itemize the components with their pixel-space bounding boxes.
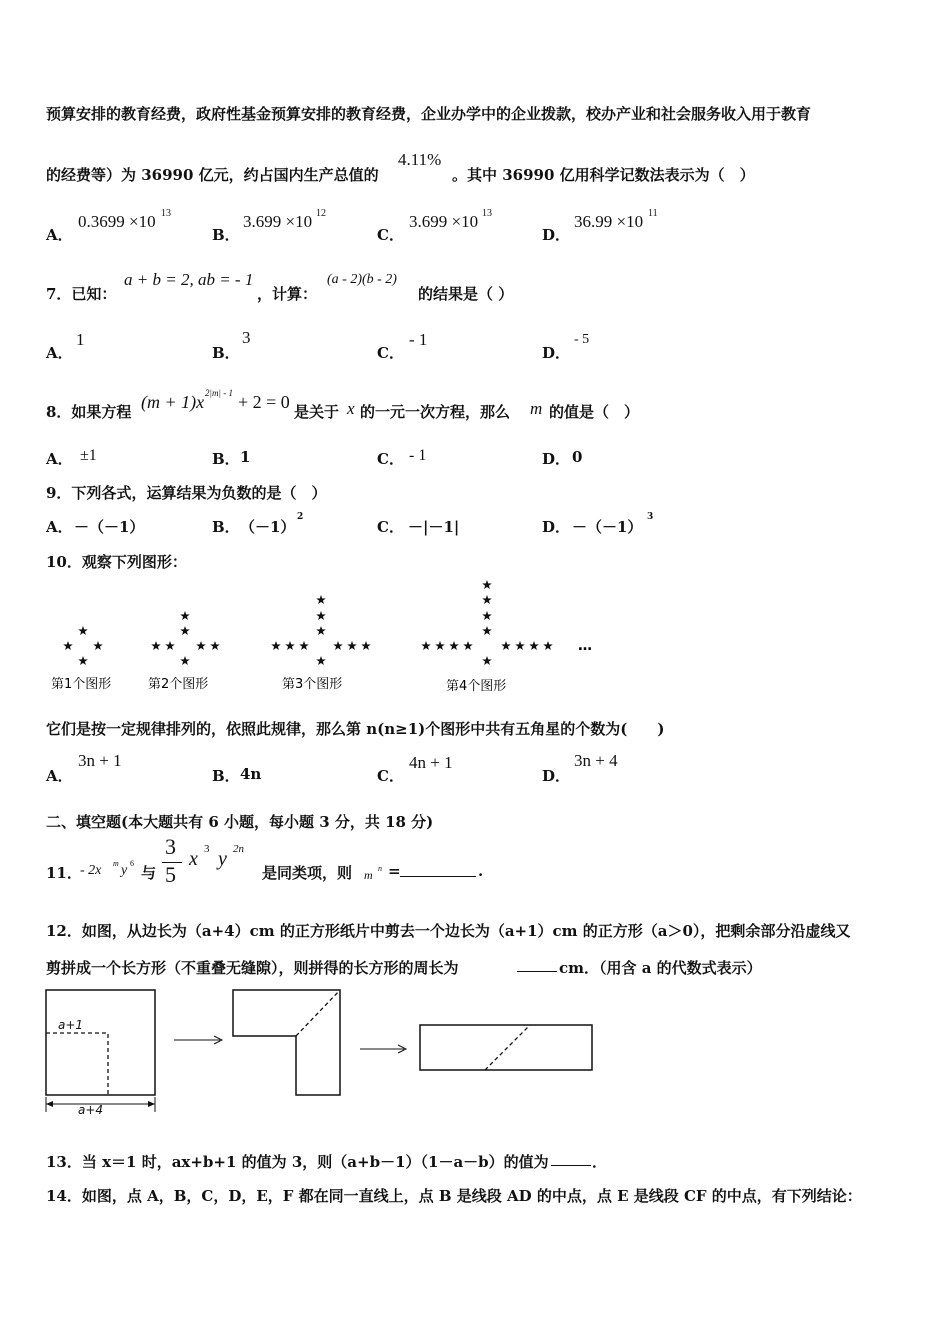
q10-option-a-value: 3n + 1 — [78, 751, 122, 770]
q6-option-c-exp: 13 — [482, 208, 492, 219]
q8-equation-a: (m + 1)x — [141, 392, 205, 412]
q11-conj: 与 — [141, 864, 157, 882]
q6-option-a-expr: 0.3699 ×10 — [78, 212, 156, 231]
q10-option-b-value: 4n — [240, 765, 262, 783]
q7-expression: (a - 2)(b - 2) — [327, 272, 397, 287]
q11-end: . — [478, 862, 484, 880]
q7-condition: a + b = 2, ab = - 1 — [124, 270, 254, 289]
q12-rectangle — [420, 1025, 592, 1070]
q11-term1-6: 6 — [130, 859, 134, 868]
q11-term2-exp: 3 — [204, 843, 210, 855]
q7-number: 7．已知： — [46, 285, 117, 303]
q12-arrow-1 — [174, 1036, 222, 1044]
q12-line1: 12．如图，从边长为（a+4）cm 的正方形纸片中剪去一个边长为（a+1）cm 的正方形（a＞0），把剩余部分沿虚线又 — [46, 922, 851, 940]
q11-mn-m: m — [364, 868, 373, 882]
q9-option-d-label: D． — [542, 518, 571, 536]
q10-option-c-value: 4n + 1 — [409, 753, 453, 772]
q11-number: 11． — [46, 864, 82, 882]
q12-l-shape — [233, 990, 340, 1095]
q13-answer-blank[interactable] — [551, 1151, 591, 1166]
q11-term1: - 2x — [80, 863, 102, 878]
q8-var-x: x — [347, 399, 355, 418]
q8-option-d-value: 0 — [572, 448, 583, 466]
q7-option-d-label: D． — [542, 344, 571, 362]
q11-term1-m: m — [113, 859, 119, 868]
q12-figure — [44, 986, 596, 1120]
q6-option-b-expr: 3.699 ×10 — [243, 212, 313, 231]
q8-equation-b: + 2 = 0 — [238, 392, 290, 412]
q11-answer-blank[interactable] — [400, 862, 476, 877]
q8-mid: 是关于 — [294, 403, 340, 421]
q10-figure-2 — [151, 611, 220, 665]
q8-var-m: m — [530, 399, 543, 418]
q11-eq: = — [388, 862, 401, 880]
q9-option-d-value: －（－1） — [572, 518, 643, 536]
q10-ellipsis: … — [578, 638, 592, 654]
q6-percent: 4.11% — [398, 150, 442, 169]
q7-option-b-value: 3 — [242, 328, 251, 347]
q12-label-a-plus-4: a+4 — [78, 1103, 104, 1117]
q14-stem: 14．如图，点 A，B，C，D，E，F 都在同一直线上，点 B 是线段 AD 的中点，点 E 是线段 CF 的中点，有下列结论： — [46, 1187, 862, 1205]
q10-star-pattern-figure — [46, 578, 606, 698]
q9-option-d-sup: 3 — [647, 512, 654, 522]
q10-figure-1 — [63, 626, 103, 665]
q12-answer-blank[interactable] — [517, 957, 557, 972]
q11-mn-n: n — [378, 864, 382, 873]
q8-equation-exp: 2|m| - 1 — [205, 388, 233, 398]
q11-tail: 是同类项，则 — [262, 864, 353, 882]
q8-option-c-value: - 1 — [409, 447, 427, 464]
q12-original-square — [46, 990, 155, 1117]
q8-option-b-value: 1 — [240, 448, 251, 466]
q10-option-a-label: A． — [46, 767, 73, 785]
q10-figure-3 — [271, 595, 371, 665]
q8-option-c-label: C． — [377, 450, 404, 468]
q12-arrow-2 — [360, 1045, 406, 1053]
q11-frac-den: 5 — [165, 862, 176, 887]
q10-option-d-label: D． — [542, 767, 571, 785]
q11-term1-y: y — [121, 863, 128, 878]
q6-option-b-label: B． — [212, 226, 240, 244]
q6-option-c-expr: 3.699 ×10 — [409, 212, 479, 231]
q13-stem: 13．当 x＝1 时，ax+b+1 的值为 3，则（a+b－1）（1－a－b）的值为 — [46, 1153, 549, 1171]
q8-option-d-label: D． — [542, 450, 571, 468]
q9-option-b-sup: 2 — [297, 512, 304, 522]
q10-option-b-label: B． — [212, 767, 240, 785]
q6-stem-line1: 预算安排的教育经费，政府性基金预算安排的教育经费，企业办学中的企业拨款，校办产业和社会服务收入用于教育 — [46, 105, 812, 123]
q8-tail: 的值是（ ） — [549, 403, 640, 421]
q7-option-a-label: A． — [46, 344, 73, 362]
q7-option-c-label: C． — [377, 344, 404, 362]
q9-option-a-value: －（－1） — [74, 518, 145, 536]
q12-line2a: 剪拼成一个长方形（不重叠无缝隙），则拼得的长方形的周长为 — [46, 959, 459, 977]
q8-option-a-value: ±1 — [80, 447, 97, 464]
q6-stem-line2a: 的经费等）为 36990 亿元，约占国内生产总值的 — [46, 166, 379, 184]
q9-option-b-label: B． — [212, 518, 240, 536]
q7-option-c-value: - 1 — [409, 330, 428, 349]
q6-option-d-label: D． — [542, 226, 571, 244]
q10-stem: 10．观察下列图形： — [46, 553, 187, 571]
q7-option-d-value: - 5 — [574, 332, 590, 347]
q6-option-c-label: C． — [377, 226, 404, 244]
q10-option-d-value: 3n + 4 — [574, 751, 618, 770]
q7-tail: 的结果是（ ） — [418, 285, 514, 303]
q9-option-c-label: C． — [377, 518, 404, 536]
q7-option-b-label: B． — [212, 344, 240, 362]
q8-option-a-label: A． — [46, 450, 73, 468]
q9-option-b-value: （－1） — [240, 518, 296, 536]
q10-caption-2: 第2个图形 — [148, 677, 209, 692]
q11-term2-x: x — [189, 848, 198, 870]
q8-option-b-label: B． — [212, 450, 240, 468]
q10-option-c-label: C． — [377, 767, 404, 785]
q10-caption-4: 第4个图形 — [446, 679, 507, 694]
q7-option-a-value: 1 — [76, 330, 85, 349]
q9-option-a-label: A． — [46, 518, 73, 536]
q11-term2-yexp: 2n — [233, 843, 244, 855]
q6-option-d-exp: 11 — [648, 208, 658, 219]
q8-number: 8．如果方程 — [46, 403, 132, 421]
q10-caption-3: 第3个图形 — [282, 677, 343, 692]
q13-end: ． — [592, 1153, 608, 1171]
q7-mid: ，计算： — [257, 285, 318, 303]
q6-option-a-label: A． — [46, 226, 73, 244]
q9-stem: 9．下列各式，运算结果为负数的是（ ） — [46, 484, 327, 502]
q6-option-b-exp: 12 — [316, 208, 326, 219]
section-2-title: 二、填空题(本大题共有 6 小题，每小题 3 分，共 18 分) — [46, 813, 434, 831]
q10-figure-4 — [421, 580, 553, 665]
q6-stem-line2b: 。其中 36990 亿用科学记数法表示为（ ） — [452, 166, 755, 184]
q9-option-c-value: －|－1| — [408, 518, 460, 536]
q8-mid2: 的一元一次方程，那么 — [360, 403, 511, 421]
q12-label-a-plus-1: a+1 — [58, 1018, 84, 1032]
q12-line2b: cm．（用含 a 的代数式表示） — [559, 959, 762, 977]
q10-caption-1: 第1个图形 — [51, 677, 112, 692]
q11-frac-num: 3 — [165, 834, 176, 859]
q6-option-a-exp: 13 — [161, 208, 171, 219]
q6-option-d-expr: 36.99 ×10 — [574, 212, 644, 231]
q11-term2-y: y — [218, 848, 227, 870]
q10-question: 它们是按一定规律排列的，依照此规律，那么第 n(n≥1)个图形中共有五角星的个数为( ) — [46, 720, 665, 738]
